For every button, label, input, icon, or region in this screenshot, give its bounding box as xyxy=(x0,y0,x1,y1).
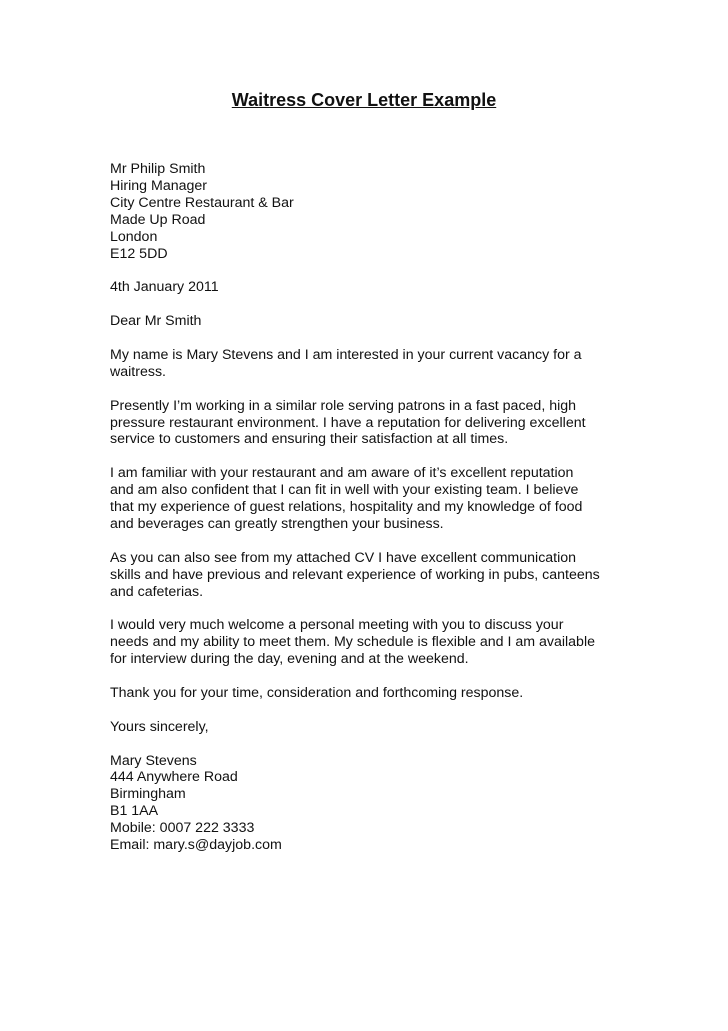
recipient-street: Made Up Road xyxy=(110,211,206,228)
paragraph-line: I would very much welcome a personal meeting with you to discuss your xyxy=(110,617,564,634)
paragraph-line: My name is Mary Stevens and I am interested in your current vacancy for a xyxy=(110,346,582,363)
sender-details xyxy=(110,753,630,854)
recipient-name: Mr Philip Smith xyxy=(110,161,206,177)
salutation-text: Dear Mr Smith xyxy=(110,313,202,330)
paragraph-line: I am familiar with your restaurant and am aware of it’s excellent reputation xyxy=(110,465,574,482)
paragraph-meeting-request xyxy=(110,617,630,668)
paragraph-line: pressure restaurant environment. I have a reputation for delivering excellent xyxy=(110,414,586,431)
paragraph-current-role xyxy=(110,398,630,449)
recipient-job-title: Hiring Manager xyxy=(110,177,207,194)
recipient-company: City Centre Restaurant & Bar xyxy=(110,194,294,211)
paragraph-line: for interview during the day, evening and at the weekend. xyxy=(110,651,469,668)
letter-body xyxy=(110,161,630,871)
closing-text: Yours sincerely, xyxy=(110,718,209,735)
paragraph-introduction xyxy=(110,347,630,381)
closing xyxy=(110,719,630,736)
paragraph-line: service to customers and ensuring their satisfaction at all times. xyxy=(110,431,509,448)
date-text: 4th January 2011 xyxy=(110,279,219,296)
paragraph-line: skills and have previous and relevant experience of working in pubs, canteens xyxy=(110,566,600,583)
sender-email: Email: mary.s@dayjob.com xyxy=(110,837,282,854)
recipient-address xyxy=(110,161,630,262)
sender-street: 444 Anywhere Road xyxy=(110,769,238,786)
paragraph-line: and am also confident that I can fit in well with your existing team. I believe xyxy=(110,482,579,499)
recipient-postcode: E12 5DD xyxy=(110,245,168,262)
sender-mobile: Mobile: 0007 222 3333 xyxy=(110,820,255,837)
letter-date xyxy=(110,279,630,296)
paragraph-line: and cafeterias. xyxy=(110,583,204,600)
sender-name: Mary Stevens xyxy=(110,752,197,769)
sender-postcode: B1 1AA xyxy=(110,803,159,820)
paragraph-line: and beverages can greatly strengthen your business. xyxy=(110,515,444,532)
recipient-city: London xyxy=(110,228,158,245)
paragraph-thanks xyxy=(110,685,630,702)
sender-city: Birmingham xyxy=(110,786,186,803)
paragraph-line: As you can also see from my attached CV I have excellent communication xyxy=(110,549,577,566)
salutation xyxy=(110,313,630,330)
paragraph-experience xyxy=(110,550,630,601)
paragraph-line: waitress. xyxy=(110,363,166,380)
paragraph-familiarity xyxy=(110,465,630,533)
paragraph-line: Thank you for your time, consideration and forthcoming response. xyxy=(110,684,524,701)
paragraph-line: that my experience of guest relations, hospitality and my knowledge of food xyxy=(110,499,583,516)
paragraph-line: needs and my ability to meet them. My schedule is flexible and I am available xyxy=(110,634,595,651)
paragraph-line: Presently I’m working in a similar role serving patrons in a fast paced, high xyxy=(110,397,577,414)
document-title: Waitress Cover Letter Example xyxy=(231,90,497,110)
